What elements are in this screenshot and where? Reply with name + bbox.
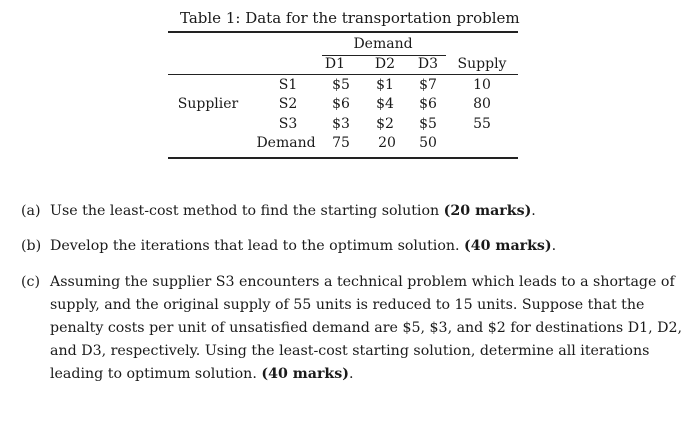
- row-s1-name: S1: [278, 77, 298, 93]
- question-b-label: (b): [21, 238, 42, 254]
- question-a-marks: (20 marks): [443, 203, 532, 219]
- demand-d3: 50: [419, 135, 437, 151]
- question-c-marks: (40 marks): [261, 366, 349, 382]
- row-s1-cost-d1: $5: [332, 77, 350, 93]
- row-s3-cost-d1: $3: [332, 116, 350, 132]
- row-s3-cost-d2: $2: [376, 116, 394, 132]
- row-s3-cost-d3: $5: [419, 116, 437, 132]
- question-c-label: (c): [21, 274, 41, 290]
- supplier-label: Supplier: [177, 96, 239, 112]
- table-caption: Table 1: Data for the transportation problem: [180, 9, 520, 27]
- row-s1-cost-d2: $1: [376, 77, 394, 93]
- demand-header: Demand: [353, 36, 413, 52]
- row-s3-supply: 55: [473, 116, 491, 132]
- dest-d2: D2: [374, 56, 396, 72]
- table-mid-rule: [168, 74, 518, 75]
- question-a-label: (a): [21, 203, 41, 219]
- dest-d3: D3: [417, 56, 439, 72]
- row-s1-supply: 10: [473, 77, 491, 93]
- row-s2-cost-d2: $4: [376, 96, 394, 112]
- table-top-rule: [168, 31, 518, 33]
- question-c-text: Assuming the supplier S3 encounters a technical problem which leads to a shortage of supply, and the original supply of 55 units is reduced to 15 units. Suppose that the penalty costs per unit of unsatisfied demand are $5, $3, and $2 for destinations D1, D2, and D3, respectively. Using the least-cost starting solution, determine all iterations leading to optimum solution. (40 marks).: [50, 274, 683, 382]
- row-s1-cost-d3: $7: [419, 77, 437, 93]
- question-b-marks: (40 marks): [464, 238, 552, 254]
- supply-header: Supply: [457, 56, 507, 72]
- row-s2-supply: 80: [473, 96, 491, 112]
- question-a-text: Use the least-cost method to find the starting solution (20 marks).: [50, 203, 536, 219]
- table-bottom-rule: [168, 157, 518, 159]
- dest-d1: D1: [324, 56, 346, 72]
- row-s2-cost-d1: $6: [332, 96, 350, 112]
- demand-d2: 20: [378, 135, 396, 151]
- question-b-text: Develop the iterations that lead to the optimum solution. (40 marks).: [50, 238, 557, 254]
- demand-d1: 75: [332, 135, 350, 151]
- row-s2-name: S2: [278, 96, 298, 112]
- row-s3-name: S3: [278, 116, 298, 132]
- demand-row-label: Demand: [256, 135, 316, 151]
- row-s2-cost-d3: $6: [419, 96, 437, 112]
